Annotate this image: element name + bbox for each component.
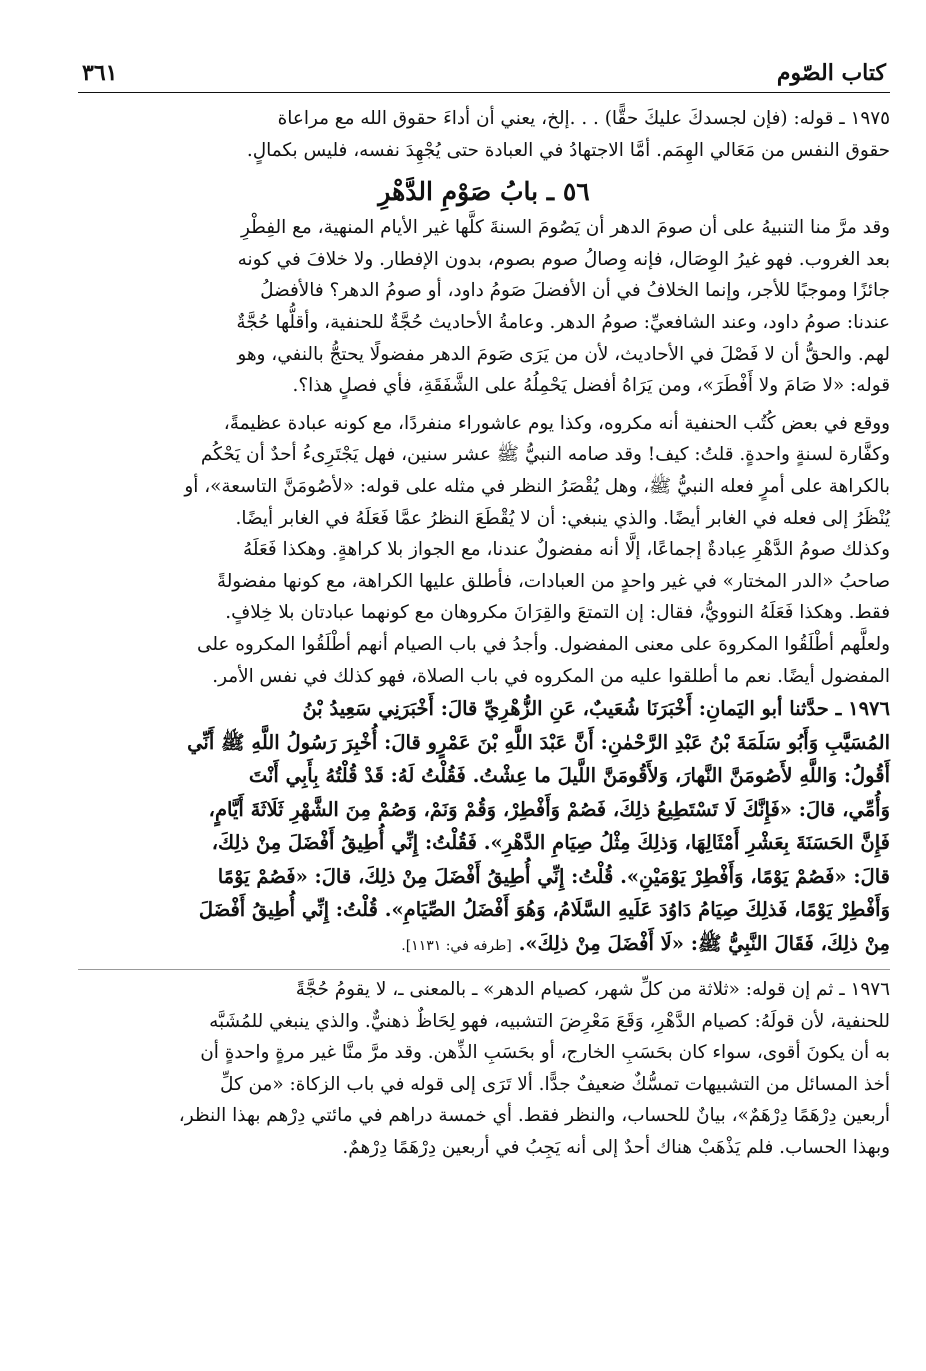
hadith-line: أَقُولُ: وَاللَّهِ لأَصُومَنَّ النَّهارَ، وَلأَقُومَنَّ اللَّيلَ ما عِشْتُ. فَقُلْتُ لَهُ: قَدْ قُلْتُهُ بِأَبِي أَنْتَ [248,764,890,788]
hadith-last-line-text: مِنْ ذلِكَ، فَقَالَ النَّبِيُّ ﷺ: «لَا أَفْضَلَ مِنْ ذلِكَ». [518,931,890,955]
page-number: ٣٦١ [82,60,118,86]
note-1976-line: ١٩٧٦ ـ ثم إن قوله: «ثلاثة من كلِّ شهر، كصيام الدهر» ـ بالمعنى ـ، لا يقومُ حُجَّةً [295,979,890,1001]
page-header [78,52,890,93]
document-page [78,52,890,1164]
hadith-cross-reference: [طرفه في: ١١٣١]. [401,937,512,954]
commentary-line: جائزًا وموجبًا للأجر، وإنما الخلافُ في أن الأفضلَ صَومُ داود، أو صومُ الدهر؟ فالأفضلُ [260,280,890,302]
commentary-line: ووقع في بعض كُتُب الحنفية أنه مكروه، وكذا يوم عاشوراء منفردًا، مع كونه عبادة عظيمةً، [223,412,890,434]
commentary-line: وقد مرَّ منا التنبيهُ على أن صومَ الدهر أن يَصُومَ السنةَ كلَّها غير الأيام المنهية، مع الفِطْرِ [241,217,890,239]
note-1975-line: ١٩٧٥ ـ قوله: (فإن لجسدكَ عليكَ حقًّا) . . .إلخ، يعني أن أداءَ حقوق الله مع مراعاة [277,108,890,129]
commentary-line: وكفَّارة لسنةٍ واحدةٍ. قلتُ: كيف! وقد صامه النبيُّ ﷺ عشر سنين، فهل يَجْتَرِىءُ أحدٌ أن يَحْكُم [200,444,890,466]
hadith-line: وَأَفْطِرْ يَوْمًا، فَذلِكَ صِيَامُ دَاوُدَ عَلَيهِ السَّلَامُ، وَهُوَ أَفْضَلُ الصِّيَامِ». قُلْتُ: إِنِّي أُطِيقُ أَفْضَلَ [198,898,890,922]
commentary-line: صاحبُ «الدر المختار» في غير واحدٍ من العبادات، فأطلق عليها الكراهة، مع كونها مفضولةً [216,570,890,592]
commentary-line: لهم. والحقُّ أن لا فَصْلَ في الأحاديث، لأن من يَرَى صَومَ الدهر مفضولًا يحتجُّ بالنفي، وهو [237,343,890,365]
note-1976 [78,974,890,1164]
commentary-line: بالكراهة على أمرٍ فعله النبيُّ ﷺ، وهل يُقْصَرُ النظر في مثله على قوله: «لأصُومَنَّ التاسعة»، أو [184,475,890,497]
book-title: كتاب الصّوم [776,60,886,86]
note-1975-line: حقوق النفس من مَعَالي الهِمَم. أمَّا الاجتهادُ في العبادة حتى يُجْهِدَ نفسه، فليس بكمالٍ. [246,139,890,161]
commentary-block-2 [78,408,890,692]
commentary-line: عندنا: صومُ داود، وعند الشافعيِّ: صومُ الدهر. وعامةُ الأحاديث حُجَّةٌ للحنفية، وأقلُّها حُجَّةٌ [236,311,890,333]
note-1976-line: أخذ المسائل من التشبيهات تمسُّكٌ ضعيفٌ جدًّا. ألا تَرَى إلى قوله في باب الزكاة: «من كلِّ [220,1073,890,1095]
hadith-line: المُسَيَّبِ وَأَبُو سَلَمَةَ بْنُ عَبْدِ الرَّحْمٰنِ: أَنَّ عَبْدَ اللَّهِ بْنَ عَمْرٍو قالَ: أُخْبِرَ رَسُولُ اللَّهِ ﷺ أَنِّي [187,730,890,754]
hadith-line: فَإِنَّ الحَسَنَةَ بِعَشْرِ أَمْثَالِهَا، وَذلِكَ مِثْلُ صِيَامِ الدَّهْرِ». فَقُلْتُ: إِنِّي أُطِيقُ أَفْضَلَ مِنْ ذلِكَ، [211,831,890,855]
note-1976-line: للحنفية، لأن قولَهُ: كصيام الدَّهْرِ، وَقَعَ مَعْرِضَ التشبيه، فهو لِحَاظٌ ذهنيٌّ. والذي ينبغي للمُشَبَّه [209,1010,890,1032]
section-divider [78,969,890,970]
commentary-line: وكذلك صومُ الدَّهْرِ عِبادةٌ إجماعًا، إلَّا أنه مفضولٌ عندنا، مع الجواز بلا كراهةٍ. وهكذا فَعَلَهُ [243,539,890,561]
note-1976-line: به أن يكونَ أقوى، سواء كان بحَسَبِ الخارج، أو بحَسَبِ الذِّهن. وقد مرَّ منَّا غير مرةٍ واحدةٍ أن [200,1042,890,1064]
note-1976-line: وبهذا الحساب. فلم يَذْهَبْ هناك أحدٌ إلى أنه يَجِبُ في أربعين دِرْهَمًا دِرْهمٌ. [342,1137,890,1159]
commentary-line: قوله: «لا صَامَ ولا أَفْطَرَ»، ومن يَرَاهُ أفضل يَحْمِلُهُ على الشَّفَقَةِ، فأي فصلٍ هذا؟. [292,375,890,397]
commentary-line: بعد الغروب. فهو غيرُ الوِصَال، فإنه وِصالُ صوم بصوم، بدون الإفطار. ولا خلافَ في كونه [237,248,890,270]
hadith-line: ١٩٧٦ ـ حدَّثنا أبو اليَمانِ: أَخْبَرَنَا شُعَيبٌ، عَنِ الزُّهْرِيِّ قالَ: أَخْبَرَنِي سَعِيدُ بْنُ [302,697,890,721]
commentary-line: المفضول أيضًا. نعم ما أطلقوا عليه من المكروه في باب الصلاة، فهو كذلك في نفس الأمر. [212,665,890,687]
commentary-block [78,212,890,402]
note-1975 [78,103,890,166]
commentary-line: يُنْظَرُ إلى فعله في الغابر أيضًا. والذي ينبغي: أن لا يُقْطَعَ النظرُ عمَّا فَعَلَهُ في الغابر أيضًا. [235,507,890,529]
commentary-line: فقط. وهكذا فَعَلَهُ النوويُّ، فقال: إن التمتعَ والقِرَانَ مكروهان مع كونهما عبادتان بلا خِلافٍ. [225,602,890,624]
note-1976-line: أربعين دِرْهَمًا دِرْهَمٌ»، بيانٌ للحساب، والنظر فقط. أي خمسة دراهم في مائتي دِرْهم بهذا النظر، [178,1105,890,1127]
commentary-line: ولعلَّهم أطْلَقُوا المكروهَ على معنى المفضول. وأجدُ في باب الصيام أنهم أطْلَقُوا المكروه على [197,633,890,655]
hadith-last-line [78,927,890,964]
hadith-1976 [78,692,890,963]
chapter-title: ٥٦ ـ بابُ صَوْمِ الدَّهْرِ [378,177,590,207]
hadith-line: وَأُمِّي، قالَ: «فَإِنَّكَ لَا تَسْتَطِيعُ ذلِكَ، فَصُمْ وَأَفْطِرْ، وَقُمْ وَنَمْ، وَصُمْ مِنَ الشَّهْرِ ثَلَاثَةَ أَيَّامٍ، [208,797,890,821]
hadith-line: قالَ: «فَصُمْ يَوْمًا، وَأَفْطِرْ يَوْمَيْنِ». قُلْتُ: إِنِّي أُطِيقُ أَفْضَلَ مِنْ ذلِكَ، قالَ: «فَصُمْ يَوْمًا [217,864,890,888]
